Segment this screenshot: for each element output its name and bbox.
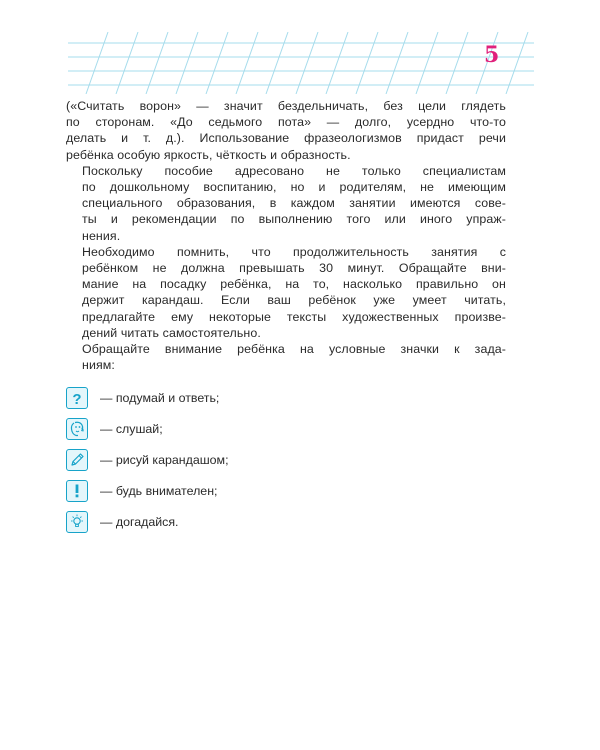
text-line: нения. [82, 228, 121, 243]
text-line: Необходимо помнить, что продолжительность занятия с [82, 244, 506, 259]
legend-item-draw [66, 446, 486, 473]
body-text [66, 98, 506, 373]
text-line: специального образования, в каждом занятии имеются сове- [82, 196, 506, 211]
listening-face-icon [66, 418, 88, 440]
text-line: ниям: [82, 358, 115, 373]
text-line: держит карандаш. Если ваш ребёнок уже умеет читать, [82, 293, 506, 308]
text-line: мание на посадку ребёнка, на то, насколько правильно он [82, 277, 506, 292]
paragraph-phraseology [66, 98, 506, 163]
header-ruling [68, 32, 534, 94]
legend-label: — догадайся. [100, 514, 179, 529]
text-line: по дошкольному воспитанию, но и родителям, не имеющим [82, 180, 506, 195]
legend-item-think [66, 384, 486, 411]
text-line: ребёнком не должна превышать 30 минут. Обращайте вни- [82, 261, 506, 276]
legend-label: — будь внимателен; [100, 483, 218, 498]
legend-item-guess [66, 508, 486, 535]
pencil-icon [66, 449, 88, 471]
legend-label: — подумай и ответь; [100, 390, 220, 405]
legend-label: — слушай; [100, 421, 163, 436]
lightbulb-icon [66, 511, 88, 533]
text-line: («Считать ворон» — значит бездельничать, без цели глядеть [66, 99, 506, 113]
text-line: по сторонам. «До седьмого пота» — долго, усердно что-то [66, 115, 506, 130]
paragraph-duration [66, 244, 506, 341]
text-line: ты и рекомендации по выполнению того или иного упраж- [82, 212, 506, 227]
text-line: предлагайте ему некоторые тексты художественных произве- [82, 309, 506, 324]
text-line: делать и т. д.). Использование фразеологизмов придаст речи [66, 131, 506, 146]
text-line: Обращайте внимание ребёнка на условные значки к зада- [82, 342, 506, 357]
question-icon [66, 387, 88, 409]
page-number: 5 [484, 42, 500, 68]
icon-legend [66, 384, 486, 539]
text-line: ребёнка особую яркость, чёткость и образность. [66, 147, 351, 162]
legend-item-listen [66, 415, 486, 442]
paragraph-audience [66, 163, 506, 244]
text-line: дений читать самостоятельно. [82, 325, 261, 340]
exclamation-icon [66, 480, 88, 502]
paragraph-icons-intro [66, 341, 506, 373]
legend-item-attention [66, 477, 486, 504]
legend-label: — рисуй карандашом; [100, 452, 229, 467]
text-line: Поскольку пособие адресовано не только специалистам [82, 163, 506, 178]
svg-text:?: ? [72, 390, 82, 407]
